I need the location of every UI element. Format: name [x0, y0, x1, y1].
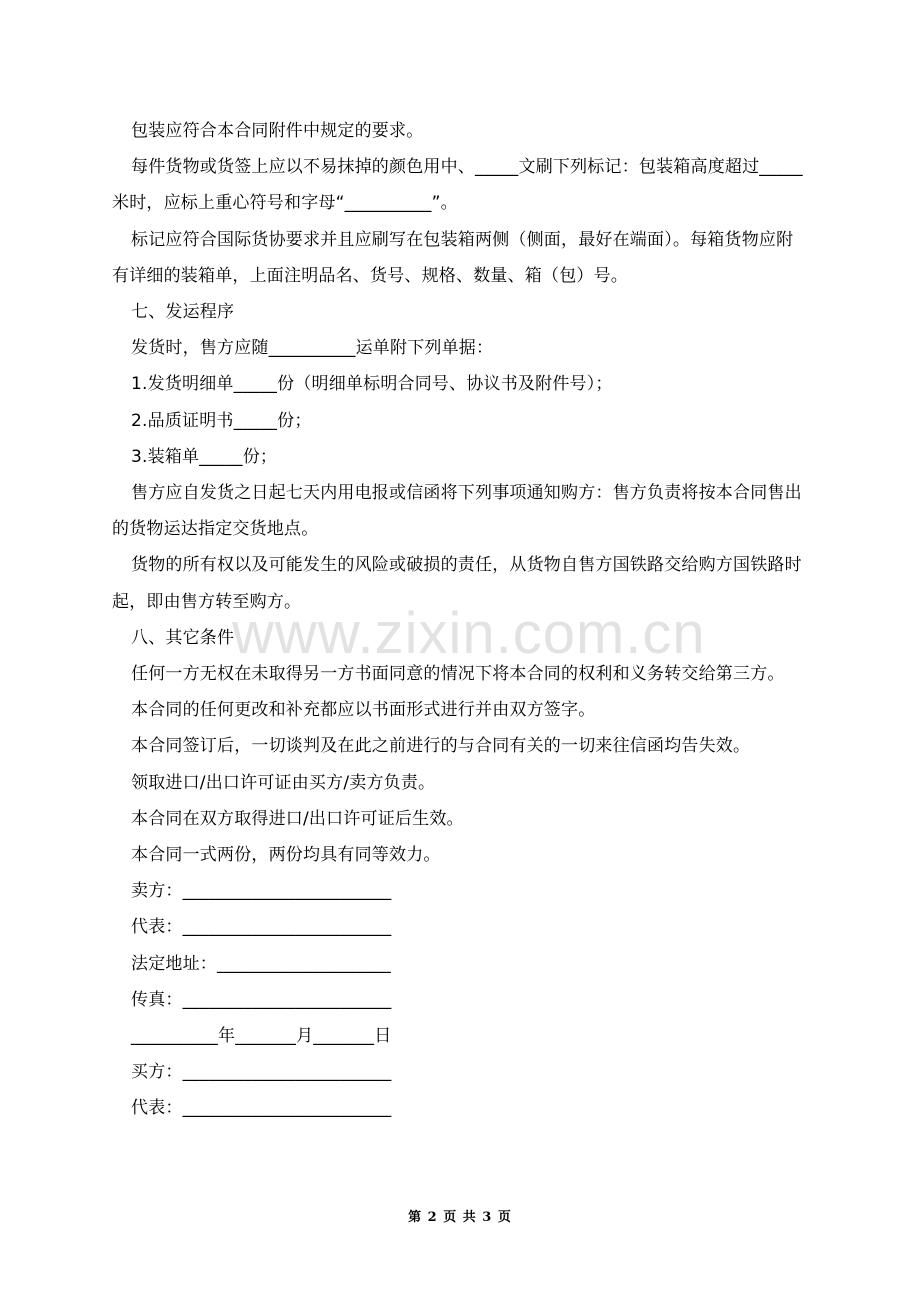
signature-fax: 传真：________________________	[131, 989, 392, 1010]
section-heading-other-terms: 八、其它条件	[131, 627, 235, 648]
signature-date: __________年_______月_______日	[131, 1026, 392, 1047]
list-item-packing-list: 3.装箱单_____份；	[131, 446, 278, 467]
list-item-quality-certificate: 2.品质证明书_____份；	[131, 410, 312, 431]
paragraph-packaging-requirement: 包装应符合本合同附件中规定的要求。	[131, 121, 424, 141]
signature-seller: 卖方：________________________	[131, 881, 392, 902]
signature-legal-address: 法定地址：____________________	[131, 953, 391, 974]
paragraph-marking: 每件货物或货签上应以不易抹掉的颜色用中、_____文刷下列标记：包装箱高度超过_____米时，应标上重心符号和字母“__________”。	[112, 157, 803, 214]
paragraph-copies: 本合同一式两份，两份均具有同等效力。	[131, 845, 441, 866]
paragraph-marking-standard: 标记应符合国际货协要求并且应刷写在包装箱两侧（侧面，最好在端面）。每箱货物应附有详细的装箱单，上面注明品名、货号、规格、数量、箱（包）号。	[112, 229, 794, 286]
paragraph-effective: 本合同在双方取得进口/出口许可证后生效。	[131, 808, 464, 829]
document-body	[112, 113, 810, 1127]
paragraph-no-transfer: 任何一方无权在未取得另一方书面同意的情况下将本合同的权利和义务转交给第三方。	[131, 664, 785, 685]
section-heading-shipping: 七、发运程序	[131, 302, 235, 323]
paragraph-prior-correspondence: 本合同签订后，一切谈判及在此之前进行的与合同有关的一切来往信函均告失效。	[131, 736, 751, 757]
paragraph-ownership-risk: 货物的所有权以及可能发生的风险或破损的责任，从货物自售方国铁路交给购方国铁路时起，即由售方转至购方。	[112, 555, 802, 612]
signature-buyer-representative: 代表：________________________	[131, 1098, 392, 1119]
watermark: www.zixin.com.cn	[232, 601, 706, 666]
paragraph-amendments: 本合同的任何更改和补充都应以书面形式进行并由双方签字。	[131, 700, 596, 721]
signature-seller-representative: 代表：________________________	[131, 917, 392, 938]
signature-buyer: 买方：________________________	[131, 1062, 392, 1083]
paragraph-notification: 售方应自发货之日起七天内用电报或信函将下列事项通知购方：售方负责将按本合同售出的货物运达指定交货地点。	[112, 483, 802, 540]
paragraph-license-responsibility: 领取进口/出口许可证由买方/卖方负责。	[131, 772, 436, 793]
paragraph-shipping-documents: 发货时，售方应随__________运单附下列单据：	[131, 338, 494, 359]
page-number-footer: 第 2 页 共 3 页	[408, 1210, 512, 1225]
list-item-shipping-detail: 1.发货明细单_____份（明细单标明合同号、协议书及附件号）；	[131, 374, 613, 395]
